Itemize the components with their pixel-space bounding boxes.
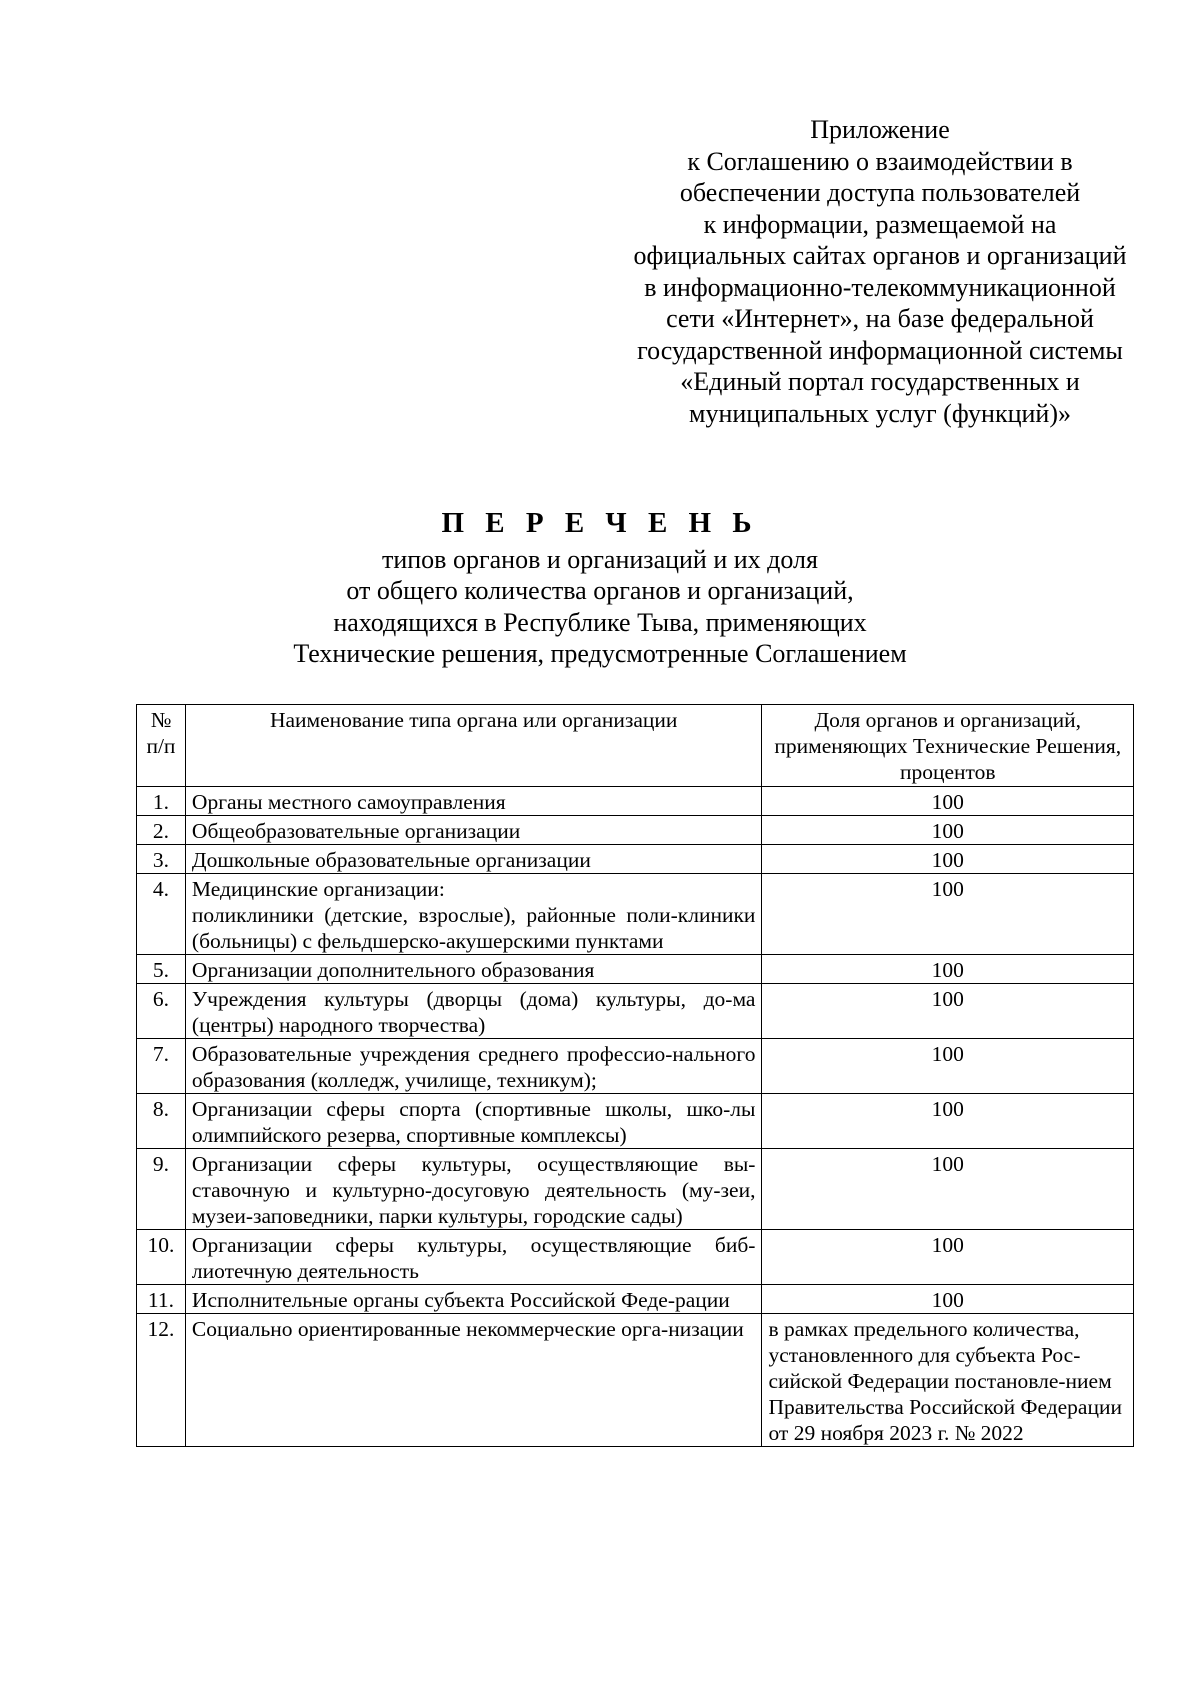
row-name-detail: поликлиники (детские, взрослые), районные поли-клиники (больницы) с фельдшерско-акушерскими пунктами [191,903,756,953]
row-name: Социально ориентированные некоммерческие орга-низации [185,1314,762,1447]
annex-line: к информации, размещаемой на [703,209,1057,239]
header-name: Наименование типа органа или организации [185,705,762,787]
row-name: Организации дополнительного образования [185,955,762,984]
annex-line: обеспечении доступа пользователей [679,178,1081,207]
row-share: 100 [762,787,1134,816]
annex-line: государственной информационной системы [637,335,1123,365]
organizations-table [136,704,1134,1447]
row-share: 100 [762,1230,1134,1285]
row-number: 12. [137,1314,186,1447]
row-share: 100 [762,1149,1134,1230]
annex-line: официальных сайтах органов и организаций [633,241,1127,270]
annex-line: к Соглашению о взаимодействии в [687,146,1073,176]
table-row [137,1314,1134,1447]
table-header-row [137,705,1134,787]
row-number: 1. [137,787,186,816]
annex-header [610,114,1150,429]
row-share: 100 [762,984,1134,1039]
row-share: 100 [762,845,1134,874]
subtitle-line: типов органов и организаций и их доля [381,544,818,574]
document-title [190,508,1010,670]
annex-line: сети «Интернет», на базе федеральной [666,304,1094,333]
table-row [137,1094,1134,1149]
table-row [137,874,1134,955]
subtitle-line: находящихся в Республике Тыва, применяющих [333,607,867,637]
row-name: Организации сферы спорта (спортивные школы, шко-лы олимпийского резерва, спортивные комплексы) [185,1094,762,1149]
row-share: 100 [762,874,1134,955]
table-row [137,816,1134,845]
row-name-cell [185,874,762,955]
row-number: 2. [137,816,186,845]
row-share: 100 [762,1285,1134,1314]
row-share: 100 [762,816,1134,845]
table-row [137,1285,1134,1314]
header-number: № п/п [137,705,186,787]
row-number: 6. [137,984,186,1039]
annex-line: Приложение [810,115,950,144]
row-name: Исполнительные органы субъекта Российской Феде-рации [185,1285,762,1314]
table-row [137,984,1134,1039]
row-name: Организации сферы культуры, осуществляющие вы-ставочную и культурно-досуговую деятельность (му-зеи, музеи-заповедники, парки культуры, городские сады) [185,1149,762,1230]
row-name: Дошкольные образовательные организации [185,845,762,874]
row-name: Образовательные учреждения среднего профессио-нального образования (колледж, училище, техникум); [185,1039,762,1094]
subtitle-line: Технические решения, предусмотренные Соглашением [293,639,907,668]
table-row [137,845,1134,874]
row-name: Учреждения культуры (дворцы (дома) культуры, до-ма (центры) народного творчества) [185,984,762,1039]
row-number: 5. [137,955,186,984]
row-share: 100 [762,1094,1134,1149]
row-number: 9. [137,1149,186,1230]
document-heading: П Е Р Е Ч Е Н Ь [441,507,759,539]
subtitle-line: от общего количества органов и организаций, [346,576,854,605]
row-number: 8. [137,1094,186,1149]
row-share: 100 [762,955,1134,984]
row-share: в рамках предельного количества, установленного для субъекта Рос-сийской Федерации постановле-нием Правительства Российской Федерации от 29 ноября 2023 г. № 2022 [762,1314,1134,1447]
row-name: Медицинские организации: [191,877,445,901]
row-number: 3. [137,845,186,874]
table-row [137,787,1134,816]
table-row [137,1230,1134,1285]
annex-line: «Единый портал государственных и [680,367,1080,396]
row-name: Организации сферы культуры, осуществляющие биб-лиотечную деятельность [185,1230,762,1285]
row-number: 11. [137,1285,186,1314]
row-name: Общеобразовательные организации [185,816,762,845]
row-name: Органы местного самоуправления [185,787,762,816]
table-row [137,955,1134,984]
row-number: 10. [137,1230,186,1285]
table-row [137,1149,1134,1230]
header-share: Доля органов и организаций, применяющих Технические Решения, процентов [762,705,1134,787]
annex-line: в информационно-телекоммуникационной [644,272,1116,302]
row-number: 7. [137,1039,186,1094]
annex-line: муниципальных услуг (функций)» [689,398,1071,428]
row-share: 100 [762,1039,1134,1094]
table-row [137,1039,1134,1094]
row-number: 4. [137,874,186,955]
